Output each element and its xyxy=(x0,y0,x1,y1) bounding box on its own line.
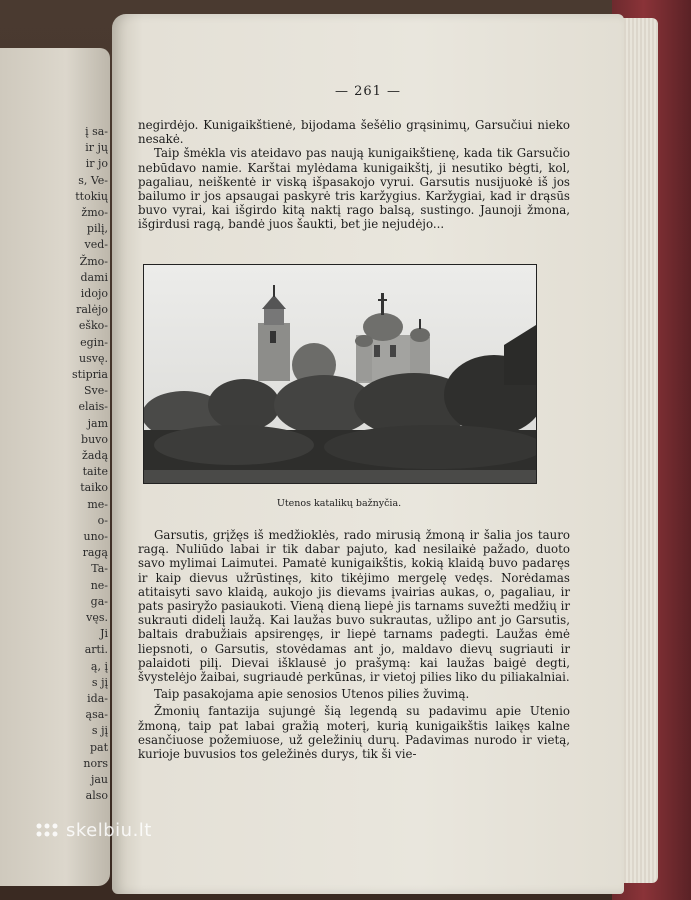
left-page-fragment: ga- xyxy=(90,594,108,608)
left-page-fragment: žadą xyxy=(82,449,108,462)
left-page-fragment: ralėjo xyxy=(76,303,108,317)
left-page-fragment: idojo xyxy=(80,287,108,300)
left-page-fragment: buvo xyxy=(81,432,108,446)
site-watermark xyxy=(34,818,152,841)
church-photo xyxy=(143,264,537,484)
left-page-fragment: ttokių xyxy=(75,189,108,203)
church-illustration xyxy=(144,265,536,483)
paragraph-5: Žmonių fantazija sujungė šią legendą su padavimu apie Utenio žmoną, taip pat labai gražią moterį, kurią kunigaikštis laikęs kalne esančiuose požemiuose, už geležinių durų. Padavimas nurodo ir vietą, kurioje buvusios tos geležinės durys, tik ši vie- xyxy=(138,704,570,762)
watermark-text: skelbiu.lt xyxy=(66,820,152,841)
photo-caption: Utenos katalikų bažnyčia. xyxy=(276,498,402,509)
left-page-fragment: me- xyxy=(87,497,108,511)
left-page-fragment: usvę. xyxy=(79,351,108,365)
left-page-fragment: Ji xyxy=(100,627,108,641)
left-page-fragment: Sve- xyxy=(84,384,108,398)
left-page-fragment: s, Ve- xyxy=(78,173,108,187)
left-page-fragment: ą, į xyxy=(90,659,108,673)
left-page-fragment: dami xyxy=(80,270,108,284)
left-page-fragment: ida- xyxy=(87,692,108,705)
left-page-fragment: jau xyxy=(90,773,108,786)
paragraph-2: Taip šmėkla vis ateidavo pas naują kunigaikštienę, kada tik Garsučio nebūdavo namie. Karštai mylėdama kunigaikštį, ji nesutiko bėgti, kol, pagaliau, neiškentė ir viską išpasakojo vyrui. Garsutis nusijuokė iš jos bailumo ir jos apsaugai paskyrė tris karžygius. Karžygiai, kad ir drąsūs buvo vyrai, kai išgirdo kitą naktį rago balsą, sustingo. Jaunoji žmona, išgirdusi ragą, bandė juos šaukti, bet jie nejudėjo... xyxy=(138,146,570,232)
left-page-fragment: taite xyxy=(82,465,108,479)
left-page-fragment: Ta- xyxy=(91,562,108,576)
page-number: — 261 — xyxy=(334,84,402,99)
left-page-fragment: egin- xyxy=(80,335,108,349)
text-block-top xyxy=(138,118,570,232)
left-page-fragment: pilį, xyxy=(86,222,108,236)
left-page-fragment: elais- xyxy=(78,400,108,414)
left-page-fragment: taiko xyxy=(80,481,108,495)
left-page-fragment: į sa- xyxy=(85,125,108,138)
left-page-fragment: uno- xyxy=(83,530,108,543)
paragraph-1: negirdėjo. Kunigaikštienė, bijodama šešėlio grąsinimų, Garsučiui nieko nesakė. xyxy=(138,118,570,147)
left-page-fragment: s jį xyxy=(91,724,108,738)
left-page-fragment: s jį xyxy=(91,675,108,689)
page-edges xyxy=(618,18,658,883)
left-page-fragment: ved- xyxy=(84,238,108,252)
left-page-fragment: pat xyxy=(89,740,108,754)
left-page-fragment: arti. xyxy=(84,643,108,657)
left-page xyxy=(0,48,110,886)
left-page-fragment: stipria xyxy=(72,368,108,381)
left-page-fragment: eško- xyxy=(78,319,108,333)
left-page-fragment: vęs. xyxy=(86,611,108,624)
left-page-fragment: ir jų xyxy=(85,141,108,155)
left-page-fragment: jam xyxy=(87,416,108,430)
left-page-fragment: ir jo xyxy=(85,157,108,171)
left-page-fragment: o- xyxy=(97,513,108,527)
left-page-fragment: ragą xyxy=(82,546,108,560)
paragraph-3: Garsutis, grįžęs iš medžioklės, rado mirusią žmoną ir šalia jos tauro ragą. Nuliūdo labai ir tik dabar pajuto, kad nesilaikė pažado, duoto savo mylimai Laimutei. Pamatė kunigaikštis, kokią klaidą buvo padaręs ir kaip dievus užrūstinęs, kito tikėjimo mergelę vedęs. Norėdamas atitaisyti savo klaidą, aukojo jis dievams įvairias aukas, o, pagaliau, ir pats pasiryžo pasiaukoti. Vieną dieną liepė jis tarnams suvežti medžių ir sukrauti didelį laužą. Kai laužas buvo sukrautas, užlipo ant jo Garsutis, baltais drabužiais apsirengęs, ir liepė tarnams padegti. Laužas ėmė liepsnoti, o Garsutis, stovėdamas ant jo, maldavo dievų sugriauti ir palaidoti pilį. Dievai išklausė jo prašymą: kai laužas baigė degti, švystelėjo žaibai, sugriaudė perkūnas, ir vietoj pilies liko du piliakalniai. xyxy=(138,528,570,685)
left-page-fragment: žmo- xyxy=(81,206,108,219)
text-block-bottom xyxy=(138,528,570,761)
paragraph-4: Taip pasakojama apie senosios Utenos pilies žuvimą. xyxy=(154,687,470,702)
right-page xyxy=(112,14,624,894)
left-page-fragment: ąsa- xyxy=(85,708,108,722)
left-page-fragment: ne- xyxy=(90,578,108,592)
logo-dots-icon xyxy=(34,821,60,839)
left-page-fragment: nors xyxy=(83,756,108,770)
left-page-fragment: Žmo- xyxy=(79,254,108,268)
left-page-fragment: also xyxy=(85,789,108,803)
